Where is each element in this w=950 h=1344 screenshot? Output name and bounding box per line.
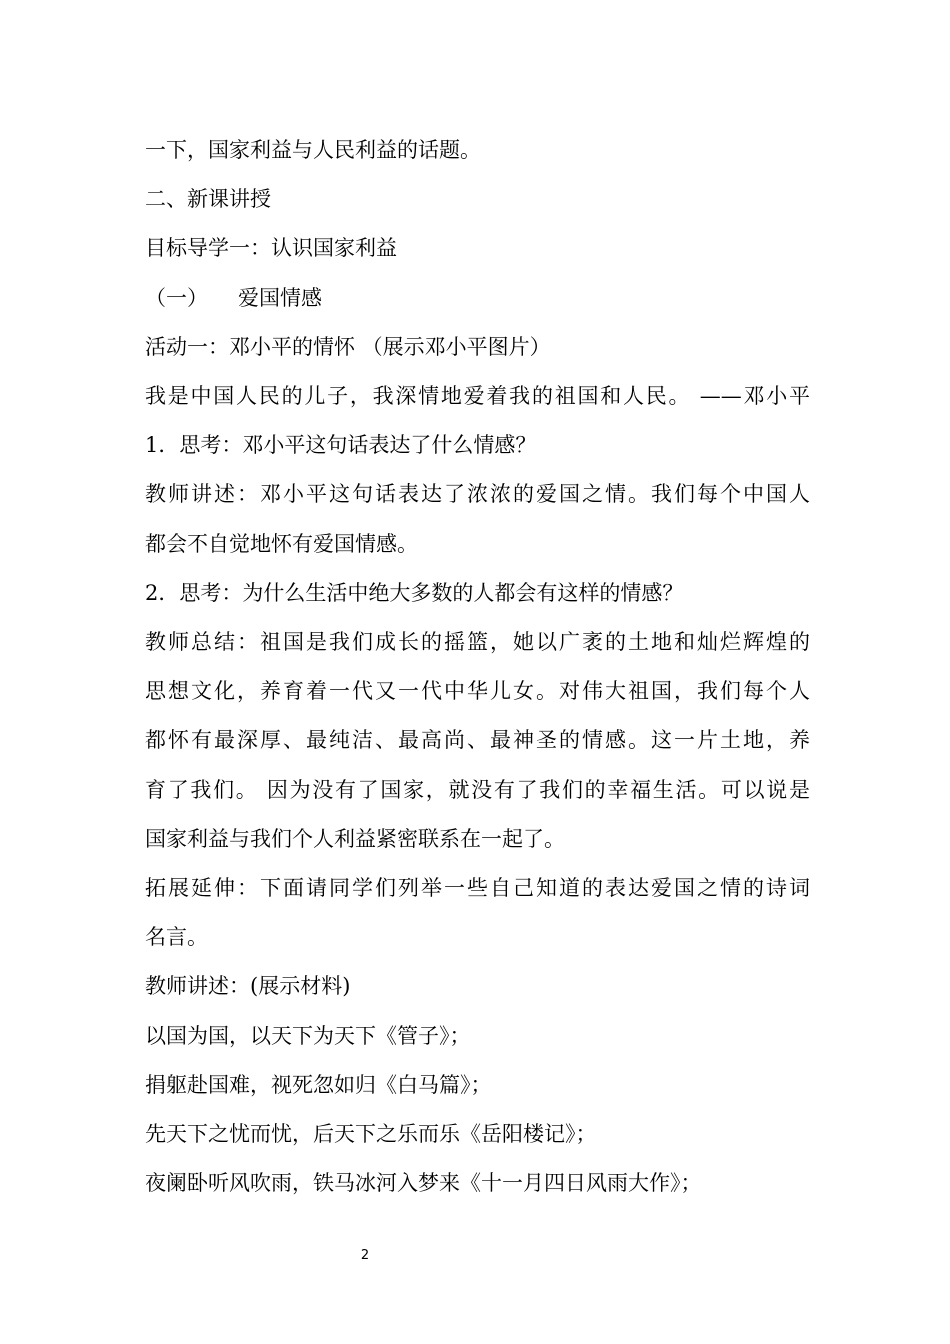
text-line: 都会不自觉地怀有爱国情感。	[145, 531, 418, 556]
poem-line: 夜阑卧听风吹雨，铁马冰河入梦来《十一月四日风雨大作》；	[145, 1171, 702, 1196]
topic-number: （一）	[145, 285, 208, 310]
text-line: 名言。	[145, 925, 208, 950]
text-line: 拓展延伸：下面请同学们列举一些自己知道的表达爱国之情的诗词	[145, 876, 810, 901]
poem-line: 先天下之忧而忧，后天下之乐而乐《岳阳楼记》；	[145, 1122, 597, 1147]
quote-line: 我是中国人民的儿子，我深情地爱着我的祖国和人民。 ——邓小平	[145, 384, 810, 409]
topic-heading	[145, 274, 810, 323]
text-line: 思想文化，养育着一代又一代中华儿女。对伟大祖国，我们每个人	[145, 679, 810, 704]
poem-line: 捐躯赴国难，视死忽如归《白马篇》；	[145, 1072, 492, 1097]
poem-line: 以国为国，以天下为天下《管子》；	[145, 1023, 471, 1048]
text-line: 一下，国家利益与人民利益的话题。	[145, 138, 481, 162]
activity-heading: 活动一：邓小平的情怀 （展示邓小平图片）	[145, 334, 551, 359]
text-line: 教师总结：祖国是我们成长的摇篮，她以广袤的土地和灿烂辉煌的	[145, 630, 810, 655]
text-line: 国家利益与我们个人利益紧密联系在一起了。	[145, 826, 565, 851]
question-line: 2．思考：为什么生活中绝大多数的人都会有这样的情感？	[145, 580, 684, 605]
section-heading: 二、新课讲授	[145, 187, 271, 212]
text-line: 教师讲述：邓小平这句话表达了浓浓的爱国之情。我们每个中国人	[145, 482, 810, 507]
text-line: 育了我们。 因为没有了国家，就没有了我们的幸福生活。可以说是	[145, 777, 810, 802]
question-line: 1．思考：邓小平这句话表达了什么情感？	[145, 433, 537, 458]
topic-title: 爱国情感	[238, 285, 322, 310]
text-line: 教师讲述：(展示材料)	[145, 974, 351, 999]
text-line: 都怀有最深厚、最纯洁、最高尚、最神圣的情感。这一片土地，养	[145, 728, 810, 753]
subsection-heading: 目标导学一：认识国家利益	[145, 236, 397, 261]
page-number: 2	[360, 1248, 370, 1263]
document-body	[145, 126, 810, 1208]
